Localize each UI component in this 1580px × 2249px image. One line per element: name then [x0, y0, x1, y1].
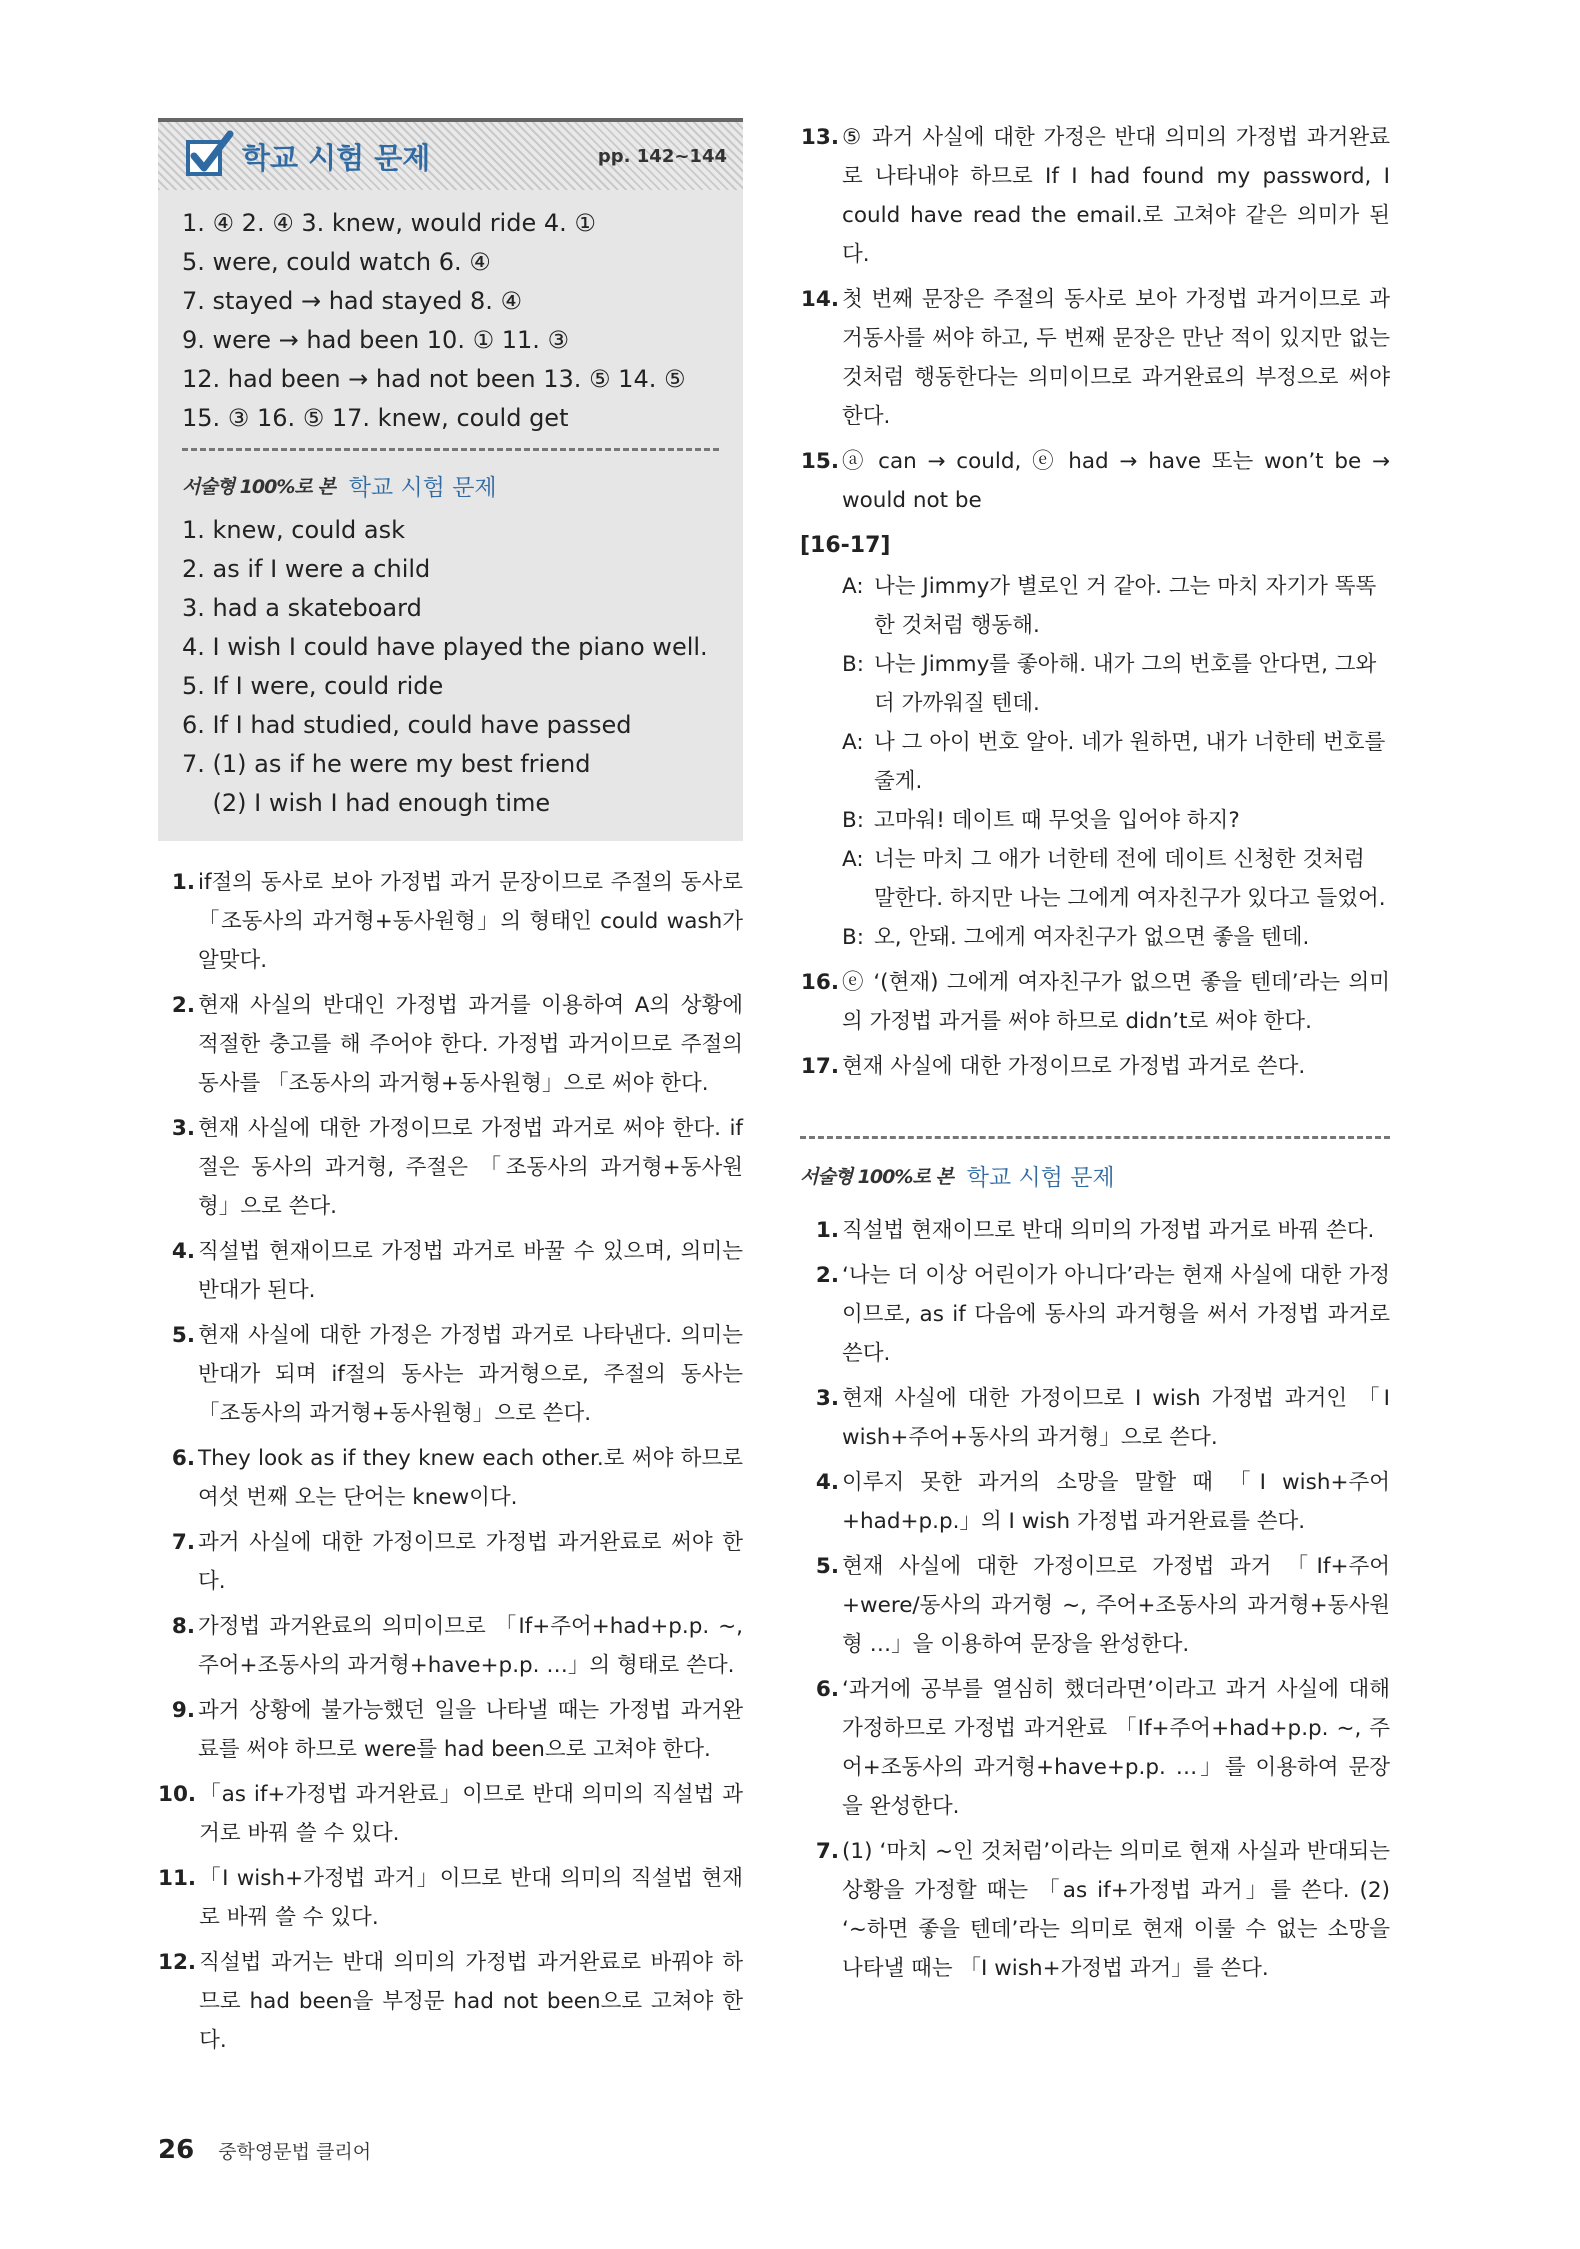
explanation-text: 첫 번째 문장은 주절의 동사로 보아 가정법 과거이므로 과거동사를 써야 하고, 두 번째 문장은 만난 적이 있지만 없는 것처럼 행동한다는 의미이므로 과거완료의 부정으로 써야 한다. — [842, 287, 1390, 429]
explanation-num: 3. — [815, 1386, 839, 1411]
explanation-item — [158, 1607, 743, 1685]
speaker: A: — [842, 730, 864, 755]
explanation-text: 직설법 현재이므로 가정법 과거로 바꿀 수 있으며, 의미는 반대가 된다. — [198, 1239, 743, 1303]
explanation-item — [800, 1256, 1390, 1373]
dialogue-line — [800, 567, 1390, 645]
explanation-num: 13. — [800, 125, 839, 150]
explanation-num: 2. — [171, 993, 195, 1018]
writing-answer-list — [158, 507, 743, 823]
subsection-logo: 서술형 100%로 본 — [182, 475, 335, 498]
explanation-text: 직설법 과거는 반대 의미의 가정법 과거완료로 바꿔야 하므로 had been을 부정문 had not been으로 고쳐야 한다. — [199, 1950, 743, 2053]
explanation-text: 직설법 현재이므로 반대 의미의 가정법 과거로 바꿔 쓴다. — [842, 1218, 1375, 1243]
answer-line: 5. were, could watch 6. ④ — [182, 248, 491, 276]
dialogue-line — [800, 801, 1390, 840]
book-title: 중학영문법 클리어 — [218, 2141, 372, 2163]
answer-box — [158, 118, 743, 841]
section-pages: pp. 142~144 — [597, 146, 727, 167]
explanation-num: 1. — [171, 870, 195, 895]
dialogue-text: 나 그 아이 번호 알아. 네가 원하면, 내가 너한테 번호를 줄게. — [874, 730, 1386, 794]
explanation-item — [158, 986, 743, 1103]
explanation-num: 6. — [171, 1446, 195, 1471]
dialogue-text: 오, 안돼. 그에게 여자친구가 없으면 좋을 텐데. — [874, 925, 1310, 950]
explanation-num: 7. — [171, 1530, 195, 1555]
explanation-text: 현재 사실에 대한 가정은 가정법 과거로 나타낸다. 의미는 반대가 되며 if절의 동사는 과거형으로, 주절의 동사는 「조동사의 과거형+동사원형」으로 쓴다. — [198, 1323, 743, 1426]
explanation-item — [158, 1691, 743, 1769]
speaker: A: — [842, 574, 864, 599]
explanation-num: 11. — [158, 1866, 197, 1891]
explanation-text: 「I wish+가정법 과거」이므로 반대 의미의 직설법 현재로 바꿔 쓸 수 있다. — [199, 1866, 743, 1930]
answer-line: 12. had been → had not been 13. ⑤ 14. ⑤ — [182, 365, 686, 393]
dialogue-line — [800, 645, 1390, 723]
explanation-text: ⓐ can → could, ⓔ had → have 또는 won’t be → would not be — [842, 449, 1390, 513]
explanation-item — [158, 1439, 743, 1517]
subsection-title: 학교 시험 문제 — [348, 474, 497, 501]
explanation-num: 4. — [171, 1239, 195, 1264]
explanation-text: 현재 사실에 대한 가정이므로 가정법 과거로 써야 한다. if절은 동사의 과거형, 주절은 「조동사의 과거형+동사원형」으로 쓴다. — [198, 1116, 743, 1219]
explanation-text: 「as if+가정법 과거완료」이므로 반대 의미의 직설법 과거로 바꿔 쓸 수 있다. — [199, 1782, 743, 1846]
explanation-text: They look as if they knew each other.로 써야 하므로 여섯 번째 오는 단어는 knew이다. — [198, 1446, 743, 1510]
right-column — [800, 118, 1390, 1994]
dialogue-label: [16-17] — [800, 533, 891, 558]
dialogue-text: 고마워! 데이트 때 무엇을 입어야 하지? — [874, 808, 1240, 833]
explanation-item — [158, 1859, 743, 1937]
speaker: B: — [842, 808, 864, 833]
explanation-text: 가정법 과거완료의 의미이므로 「If+주어+had+p.p. ~, 주어+조동사의 과거형+have+p.p. …」의 형태로 쓴다. — [198, 1614, 743, 1678]
speaker: B: — [842, 925, 864, 950]
explanation-item — [800, 280, 1390, 436]
explanation-num: 6. — [815, 1677, 839, 1702]
explanation-list — [800, 963, 1390, 1086]
explanation-num: 8. — [171, 1614, 195, 1639]
left-column — [158, 118, 743, 2066]
subsection-title: 학교 시험 문제 — [966, 1164, 1115, 1191]
writing-answer-line: 1. knew, could ask — [182, 516, 406, 544]
answer-line: 7. stayed → had stayed 8. ④ — [182, 287, 522, 315]
page-number: 26 — [158, 2135, 195, 2165]
dialogue-block — [800, 526, 1390, 957]
explanation-item — [800, 1670, 1390, 1826]
writing-answer-line: 2. as if I were a child — [182, 555, 431, 583]
section-title: 학교 시험 문제 — [242, 141, 431, 175]
divider — [182, 448, 719, 451]
explanation-item — [800, 1463, 1390, 1541]
explanation-text: ⓔ ‘(현재) 그에게 여자친구가 없으면 좋을 텐데’라는 의미의 가정법 과거를 써야 하므로 didn’t로 써야 한다. — [842, 970, 1390, 1034]
explanation-item — [800, 963, 1390, 1041]
writing-answer-line: (2) I wish I had enough time — [182, 789, 551, 817]
explanation-text: 과거 상황에 불가능했던 일을 나타낼 때는 가정법 과거완료를 써야 하므로 were를 had been으로 고쳐야 한다. — [198, 1698, 743, 1762]
answer-list — [158, 204, 743, 438]
explanation-num: 3. — [171, 1116, 195, 1141]
explanation-num: 2. — [815, 1263, 839, 1288]
answer-line: 9. were → had been 10. ① 11. ③ — [182, 326, 570, 354]
explanation-text: ‘나는 더 이상 어린이가 아니다’라는 현재 사실에 대한 가정이므로, as if 다음에 동사의 과거형을 써서 가정법 과거로 쓴다. — [842, 1263, 1390, 1366]
explanation-num: 1. — [815, 1218, 839, 1243]
explanation-num: 12. — [158, 1950, 197, 1975]
writing-explanation-list — [800, 1211, 1390, 1988]
explanation-item — [158, 1523, 743, 1601]
speaker: B: — [842, 652, 864, 677]
section-header — [158, 118, 743, 190]
dialogue-text: 너는 마치 그 애가 너한테 전에 데이트 신청한 것처럼 말한다. 하지만 나는 그에게 여자친구가 있다고 들었어. — [874, 847, 1386, 911]
explanation-item — [158, 1232, 743, 1310]
explanation-text: 과거 사실에 대한 가정이므로 가정법 과거완료로 써야 한다. — [198, 1530, 743, 1594]
explanation-num: 9. — [171, 1698, 195, 1723]
explanation-text: 이루지 못한 과거의 소망을 말할 때 「I wish+주어+had+p.p.」의 I wish 가정법 과거완료를 쓴다. — [842, 1470, 1390, 1534]
answer-line: 15. ③ 16. ⑤ 17. knew, could get — [182, 404, 569, 432]
explanation-num: 16. — [800, 970, 839, 995]
explanation-item — [800, 118, 1390, 274]
answer-line: 1. ④ 2. ④ 3. knew, would ride 4. ① — [182, 209, 596, 237]
dialogue-line — [800, 840, 1390, 918]
dialogue-line — [800, 723, 1390, 801]
explanation-list — [800, 118, 1390, 520]
writing-answer-line: 3. had a skateboard — [182, 594, 422, 622]
explanation-text: 현재 사실의 반대인 가정법 과거를 이용하여 A의 상황에 적절한 충고를 해 주어야 한다. 가정법 과거이므로 주절의 동사를 「조동사의 과거형+동사원형」으로 써야 한다. — [198, 993, 743, 1096]
checkbox-check-icon — [184, 130, 234, 180]
explanation-num: 15. — [800, 449, 839, 474]
explanation-item — [158, 1109, 743, 1226]
page-footer — [158, 2135, 371, 2165]
explanation-text: 현재 사실에 대한 가정이므로 I wish 가정법 과거인 「I wish+주어+동사의 과거형」으로 쓴다. — [842, 1386, 1390, 1450]
writing-answer-line: 4. I wish I could have played the piano well. — [182, 633, 708, 661]
divider — [800, 1136, 1390, 1139]
dialogue-text: 나는 Jimmy가 별로인 거 같아. 그는 마치 자기가 똑똑한 것처럼 행동해. — [874, 574, 1377, 638]
explanation-text: ⑤ 과거 사실에 대한 가정은 반대 의미의 가정법 과거완료로 나타내야 하므로 If I had found my password, I could have read the email.로 고쳐야 같은 의미가 된다. — [842, 125, 1390, 267]
dialogue-line — [800, 918, 1390, 957]
explanation-num: 4. — [815, 1470, 839, 1495]
explanation-item — [800, 442, 1390, 520]
explanation-item — [800, 1547, 1390, 1664]
explanation-num: 5. — [171, 1323, 195, 1348]
dialogue-text: 나는 Jimmy를 좋아해. 내가 그의 번호를 안다면, 그와 더 가까워질 텐데. — [874, 652, 1377, 716]
writing-answer-line: 6. If I had studied, could have passed — [182, 711, 632, 739]
explanation-num: 7. — [815, 1839, 839, 1864]
explanation-item — [158, 1316, 743, 1433]
explanation-item — [800, 1379, 1390, 1457]
subsection-header — [800, 1153, 1390, 1197]
explanation-num: 10. — [158, 1782, 197, 1807]
explanation-text: 현재 사실에 대한 가정이므로 가정법 과거로 쓴다. — [842, 1054, 1306, 1079]
explanation-item — [158, 1943, 743, 2060]
explanation-item — [158, 1775, 743, 1853]
explanation-text: 현재 사실에 대한 가정이므로 가정법 과거 「If+주어+were/동사의 과거형 ~, 주어+조동사의 과거형+동사원형 …」을 이용하여 문장을 완성한다. — [842, 1554, 1390, 1657]
explanation-num: 14. — [800, 287, 839, 312]
writing-answer-line: 7. (1) as if he were my best friend — [182, 750, 591, 778]
explanation-text: (1) ‘마치 ~인 것처럼’이라는 의미로 현재 사실과 반대되는 상황을 가정할 때는 「as if+가정법 과거」를 쓴다. (2) ‘~하면 좋을 텐데’라는 의미로 현재 이룰 수 없는 소망을 나타낼 때는 「I wish+가정법 과거」를 쓴다. — [842, 1839, 1390, 1981]
explanation-list — [158, 863, 743, 2060]
subsection-header — [158, 463, 743, 507]
explanation-num: 5. — [815, 1554, 839, 1579]
speaker: A: — [842, 847, 864, 872]
explanation-item — [800, 1047, 1390, 1086]
explanation-item — [800, 1832, 1390, 1988]
explanation-text: ‘과거에 공부를 열심히 했더라면’이라고 과거 사실에 대해 가정하므로 가정법 과거완료 「If+주어+had+p.p. ~, 주어+조동사의 과거형+have+p.p. …」를 이용하여 문장을 완성한다. — [842, 1677, 1390, 1819]
explanation-item — [158, 863, 743, 980]
explanation-item — [800, 1211, 1390, 1250]
subsection-logo: 서술형 100%로 본 — [800, 1165, 953, 1188]
explanation-num: 17. — [800, 1054, 839, 1079]
writing-answer-line: 5. If I were, could ride — [182, 672, 444, 700]
explanation-text: if절의 동사로 보아 가정법 과거 문장이므로 주절의 동사로 「조동사의 과거형+동사원형」의 형태인 could wash가 알맞다. — [198, 870, 743, 973]
